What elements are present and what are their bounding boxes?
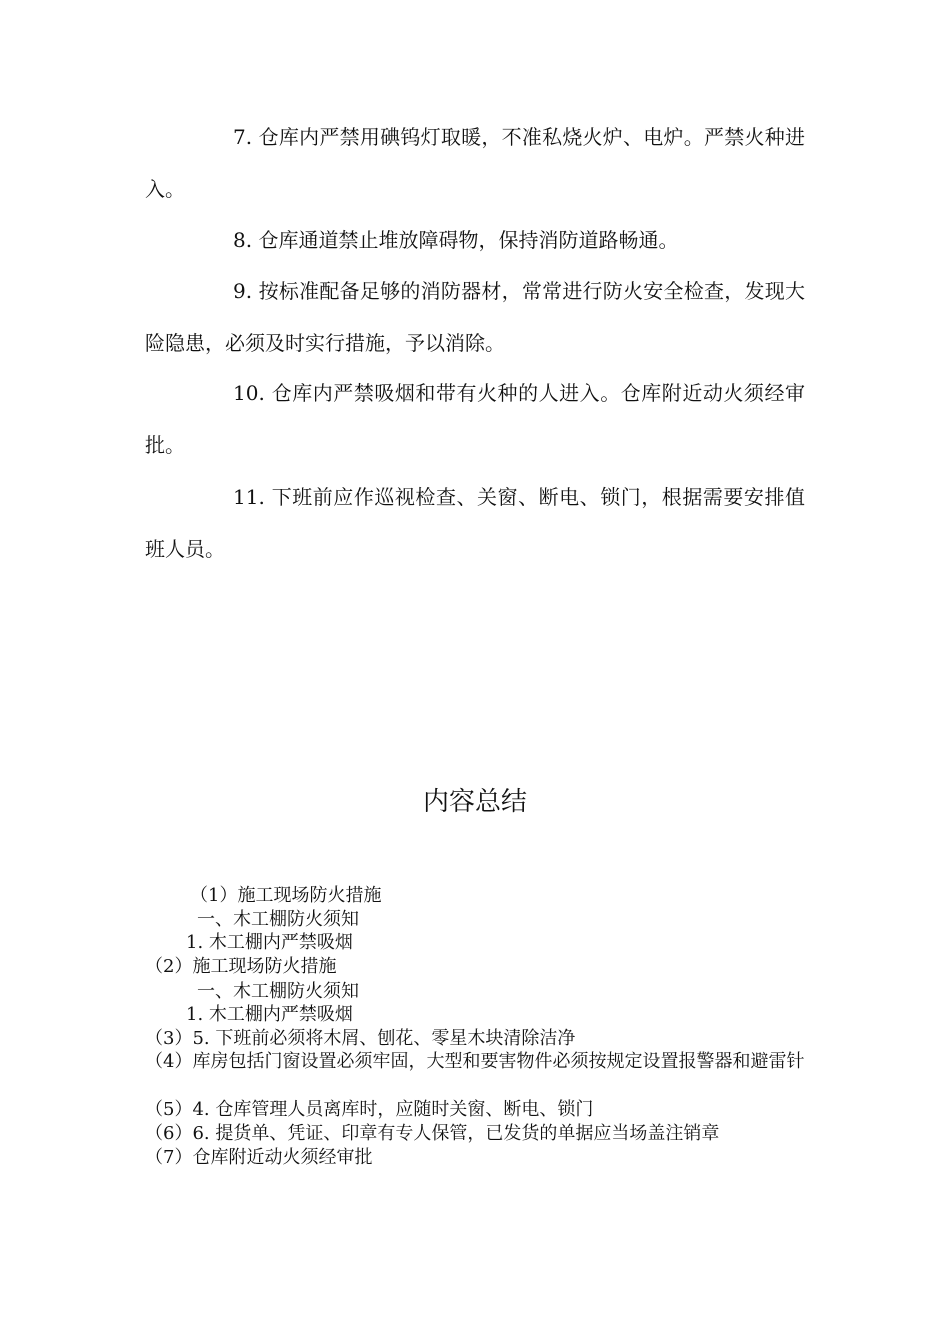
- summary-line-10: （6）6. 提货单、凭证、印章有专人保管，已发货的单据应当场盖注销章: [145, 1123, 720, 1144]
- paragraph-rule-10: 10. 仓库内严禁吸烟和带有火种的人进入。仓库附近动火须经审批。: [145, 381, 805, 457]
- summary-line-2: 一、木工棚防火须知: [197, 909, 359, 930]
- paragraph-rule-9: 9. 按标准配备足够的消防器材，常常进行防火安全检查，发现大险隐患，必须及时实行措施，予以消除。: [145, 279, 805, 355]
- paragraph-rule-11: 11. 下班前应作巡视检查、关窗、断电、锁门，根据需要安排值班人员。: [145, 485, 805, 561]
- summary-line-5: 一、木工棚防火须知: [197, 981, 359, 1002]
- summary-line-11: （7）仓库附近动火须经审批: [145, 1147, 373, 1168]
- summary-line-7: （3）5. 下班前必须将木屑、刨花、零星木块清除洁净: [145, 1028, 576, 1049]
- summary-line-6: 1. 木工棚内严禁吸烟: [186, 1004, 353, 1025]
- summary-line-8: （4）库房包括门窗设置必须牢固，大型和要害物件必须按规定设置报警器和避雷针: [145, 1051, 805, 1072]
- summary-line-9: （5）4. 仓库管理人员离库时，应随时关窗、断电、锁门: [145, 1099, 594, 1120]
- summary-line-1: （1）施工现场防火措施: [190, 885, 382, 906]
- paragraph-rule-7: 7. 仓库内严禁用碘钨灯取暖，不准私烧火炉、电炉。严禁火种进入。: [145, 125, 805, 201]
- summary-title: 内容总结: [422, 787, 527, 817]
- paragraph-rule-8: 8. 仓库通道禁止堆放障碍物，保持消防道路畅通。: [233, 228, 679, 252]
- summary-line-4: （2）施工现场防火措施: [145, 956, 337, 977]
- summary-line-3: 1. 木工棚内严禁吸烟: [186, 932, 353, 953]
